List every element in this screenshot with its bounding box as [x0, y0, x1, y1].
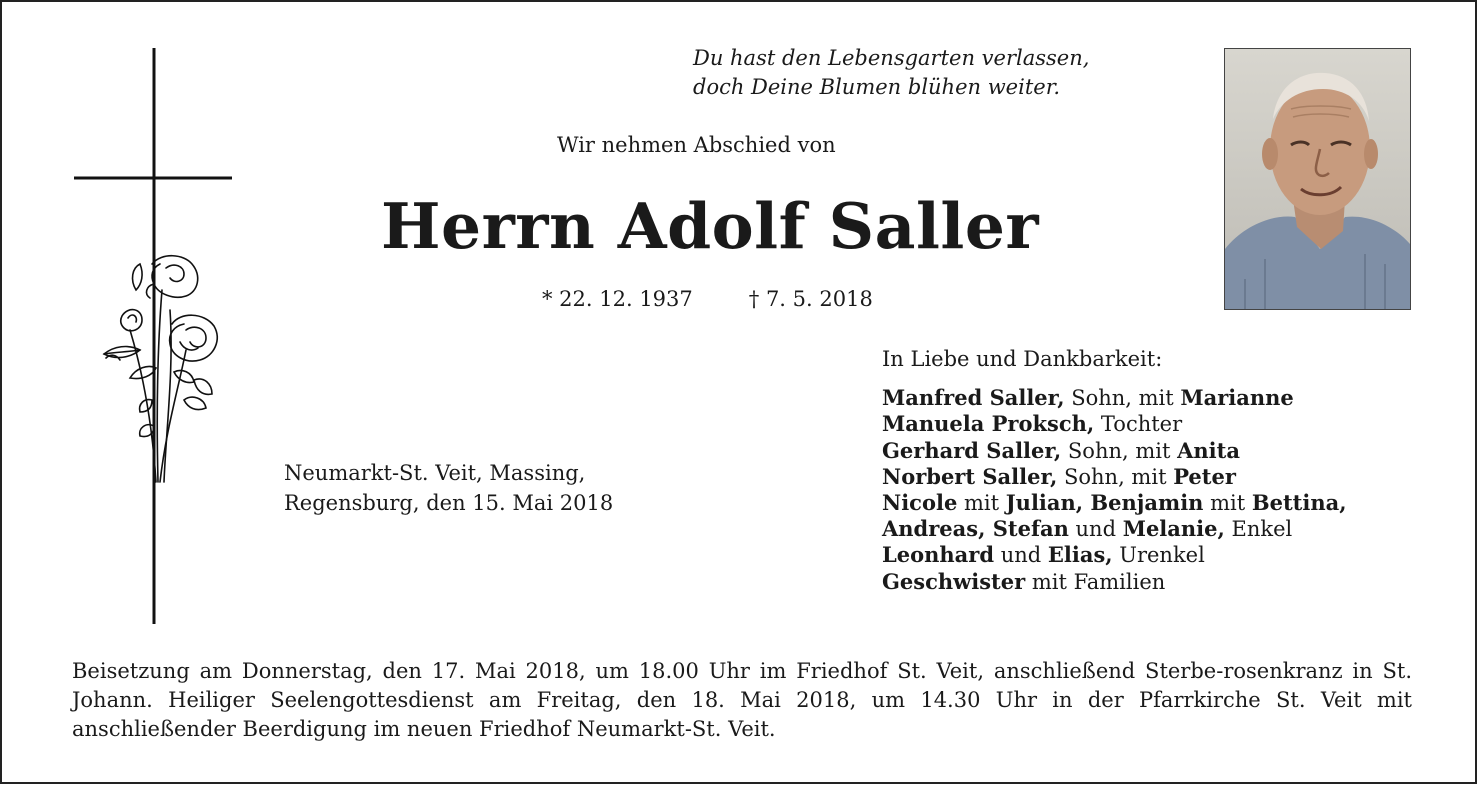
mourners-list [882, 346, 1347, 595]
mourners-lines [882, 385, 1347, 595]
mourner-line [882, 464, 1347, 490]
mourner-name: Manuela Proksch, [882, 411, 1095, 437]
mourner-line [882, 569, 1347, 595]
death-date: † 7. 5. 2018 [748, 287, 873, 311]
birth-date: * 22. 12. 1937 [542, 287, 693, 311]
mourner-relation: mit Familien [1025, 569, 1166, 594]
mourner-relation: Urenkel [1112, 543, 1205, 568]
mourner-relation: und [1068, 517, 1123, 542]
roses-icon [100, 250, 224, 490]
intro-text: Wir nehmen Abschied von [557, 133, 836, 157]
mourner-line [882, 438, 1347, 464]
mourner-line [882, 385, 1347, 411]
place-line-2: Regensburg, den 15. Mai 2018 [284, 491, 614, 515]
mourner-relation: Sohn, mit [1057, 464, 1174, 489]
mourner-name: Elias, [1047, 542, 1113, 568]
mourner-line [882, 542, 1347, 568]
mourner-name: Nicole [882, 490, 958, 516]
mourner-line [882, 516, 1347, 542]
mourner-name: Geschwister [882, 568, 1026, 594]
mourner-name: Norbert Saller, [882, 463, 1058, 489]
mourner-name: Melanie, [1122, 516, 1225, 542]
mourner-relation: und [994, 543, 1048, 568]
mourner-name: Julian, Benjamin [1005, 490, 1204, 516]
mourner-name: Peter [1173, 463, 1236, 489]
mourner-name: Leonhard [882, 542, 995, 568]
mourner-relation: Sohn, mit [1061, 438, 1178, 463]
mourner-relation: mit [1203, 491, 1252, 516]
mourner-line [882, 411, 1347, 437]
place-line-1: Neumarkt-St. Veit, Massing, [284, 461, 586, 485]
quote-line-2: doch Deine Blumen blühen weiter. [693, 75, 1061, 99]
place-and-date [284, 458, 613, 518]
quote-line-1: Du hast den Lebensgarten verlassen, [693, 46, 1090, 70]
mourner-name: Marianne [1180, 385, 1294, 411]
mourners-heading: In Liebe und Dankbarkeit: [882, 347, 1163, 371]
mourner-name: Anita [1177, 437, 1240, 463]
mourner-relation: Sohn, mit [1064, 386, 1181, 411]
mourner-name: Bettina, [1251, 490, 1347, 516]
quote [693, 44, 1089, 102]
funeral-details: Beisetzung am Donnerstag, den 17. Mai 2018, um 18.00 Uhr im Friedhof St. Veit, anschließend Sterbe-rosenkranz in St. Johann. Heiliger Seelengottesdienst am Freitag, den 18. Mai 2018, um 14.30 Uhr in der Pfarrkirche St. Veit mit anschließender Beerdigung im neuen Friedhof Neumarkt-St. Veit. [72, 659, 1412, 741]
mourner-name: Andreas, Stefan [882, 516, 1069, 542]
mourner-relation: Enkel [1224, 517, 1293, 542]
mourner-relation: mit [957, 491, 1006, 516]
deceased-name: Herrn Adolf Saller [381, 189, 1040, 263]
mourner-name: Gerhard Saller, [882, 437, 1062, 463]
portrait-photo [1224, 48, 1411, 310]
mourner-relation: Tochter [1094, 412, 1183, 437]
life-dates [542, 287, 873, 311]
mourner-name: Manfred Saller, [882, 385, 1065, 411]
mourner-line [882, 490, 1347, 516]
